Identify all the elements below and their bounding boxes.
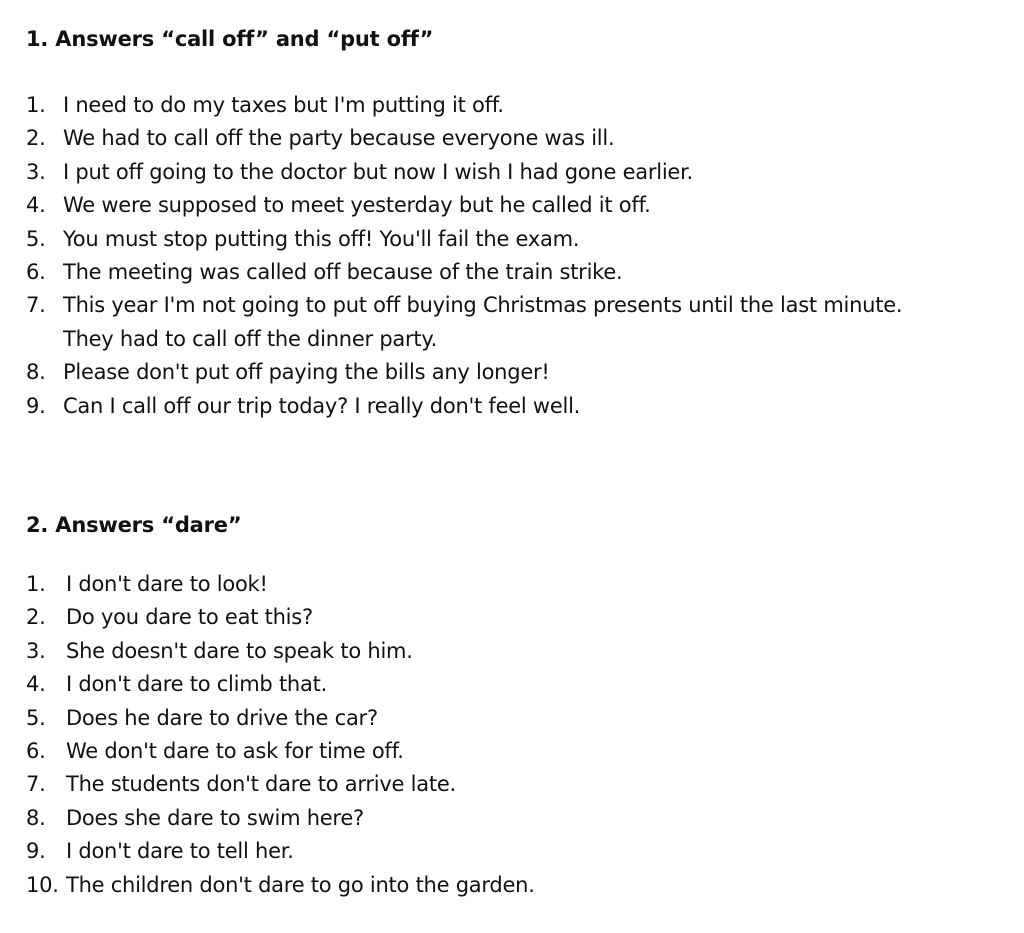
section-heading-call-off-put-off: 1. Answers “call off” and “put off” (26, 27, 434, 51)
item-number: 2. (26, 605, 46, 630)
item-text: They had to call off the dinner party. (63, 326, 437, 351)
answers-list-dare (26, 568, 535, 902)
list-item (26, 223, 902, 256)
item-number: 9. (26, 393, 46, 418)
item-number: 10. (26, 872, 59, 897)
list-item (26, 89, 902, 122)
item-number: 4. (26, 672, 46, 697)
list-item (26, 835, 535, 868)
item-number: 7. (26, 772, 46, 797)
item-text: You must stop putting this off! You'll fail the exam. (63, 226, 580, 251)
item-number: 7. (26, 293, 46, 318)
item-text: We had to call off the party because everyone was ill. (63, 126, 615, 151)
list-item (26, 668, 535, 701)
item-text: I don't dare to look! (66, 572, 268, 596)
item-text: I don't dare to climb that. (66, 672, 328, 697)
item-number: 5. (26, 226, 46, 251)
item-number: 4. (26, 193, 46, 218)
item-text: We don't dare to ask for time off. (66, 739, 404, 764)
list-item (26, 156, 902, 189)
item-text: The children don't dare to go into the garden. (66, 872, 535, 897)
list-item-continuation (26, 323, 902, 356)
item-text: She doesn't dare to speak to him. (66, 638, 413, 663)
item-text: Does he dare to drive the car? (66, 705, 378, 730)
item-text: I put off going to the doctor but now I wish I had gone earlier. (63, 159, 693, 184)
answers-list-call-off-put-off (26, 89, 902, 423)
item-text: We were supposed to meet yesterday but he called it off. (63, 193, 651, 218)
item-number: 3. (26, 159, 46, 184)
list-item (26, 189, 902, 222)
item-number (26, 323, 63, 356)
item-number: 3. (26, 638, 46, 663)
item-number: 5. (26, 705, 46, 730)
item-number: 8. (26, 360, 46, 385)
item-text: Do you dare to eat this? (66, 605, 313, 630)
item-text: This year I'm not going to put off buying Christmas presents until the last minute. (63, 293, 903, 318)
section-heading-dare: 2. Answers “dare” (26, 513, 242, 537)
item-text: Please don't put off paying the bills any longer! (63, 360, 550, 385)
item-number: 1. (26, 93, 46, 117)
list-item (26, 122, 902, 155)
list-item (26, 702, 535, 735)
item-text: I need to do my taxes but I'm putting it off. (63, 93, 504, 117)
list-item (26, 356, 902, 389)
list-item (26, 289, 902, 322)
item-number: 6. (26, 260, 46, 285)
item-number: 6. (26, 739, 46, 764)
item-number: 9. (26, 839, 46, 864)
item-text: Does she dare to swim here? (66, 805, 364, 830)
item-text: I don't dare to tell her. (66, 839, 294, 864)
list-item (26, 568, 535, 601)
item-number: 1. (26, 572, 46, 596)
list-item (26, 869, 535, 902)
item-text: Can I call off our trip today? I really don't feel well. (63, 393, 581, 418)
item-number: 8. (26, 805, 46, 830)
list-item (26, 601, 535, 634)
item-number: 2. (26, 126, 46, 151)
list-item (26, 635, 535, 668)
list-item (26, 768, 535, 801)
list-item (26, 390, 902, 423)
list-item (26, 735, 535, 768)
list-item (26, 802, 535, 835)
item-text: The students don't dare to arrive late. (66, 772, 456, 797)
item-text: The meeting was called off because of the train strike. (63, 260, 623, 285)
list-item (26, 256, 902, 289)
